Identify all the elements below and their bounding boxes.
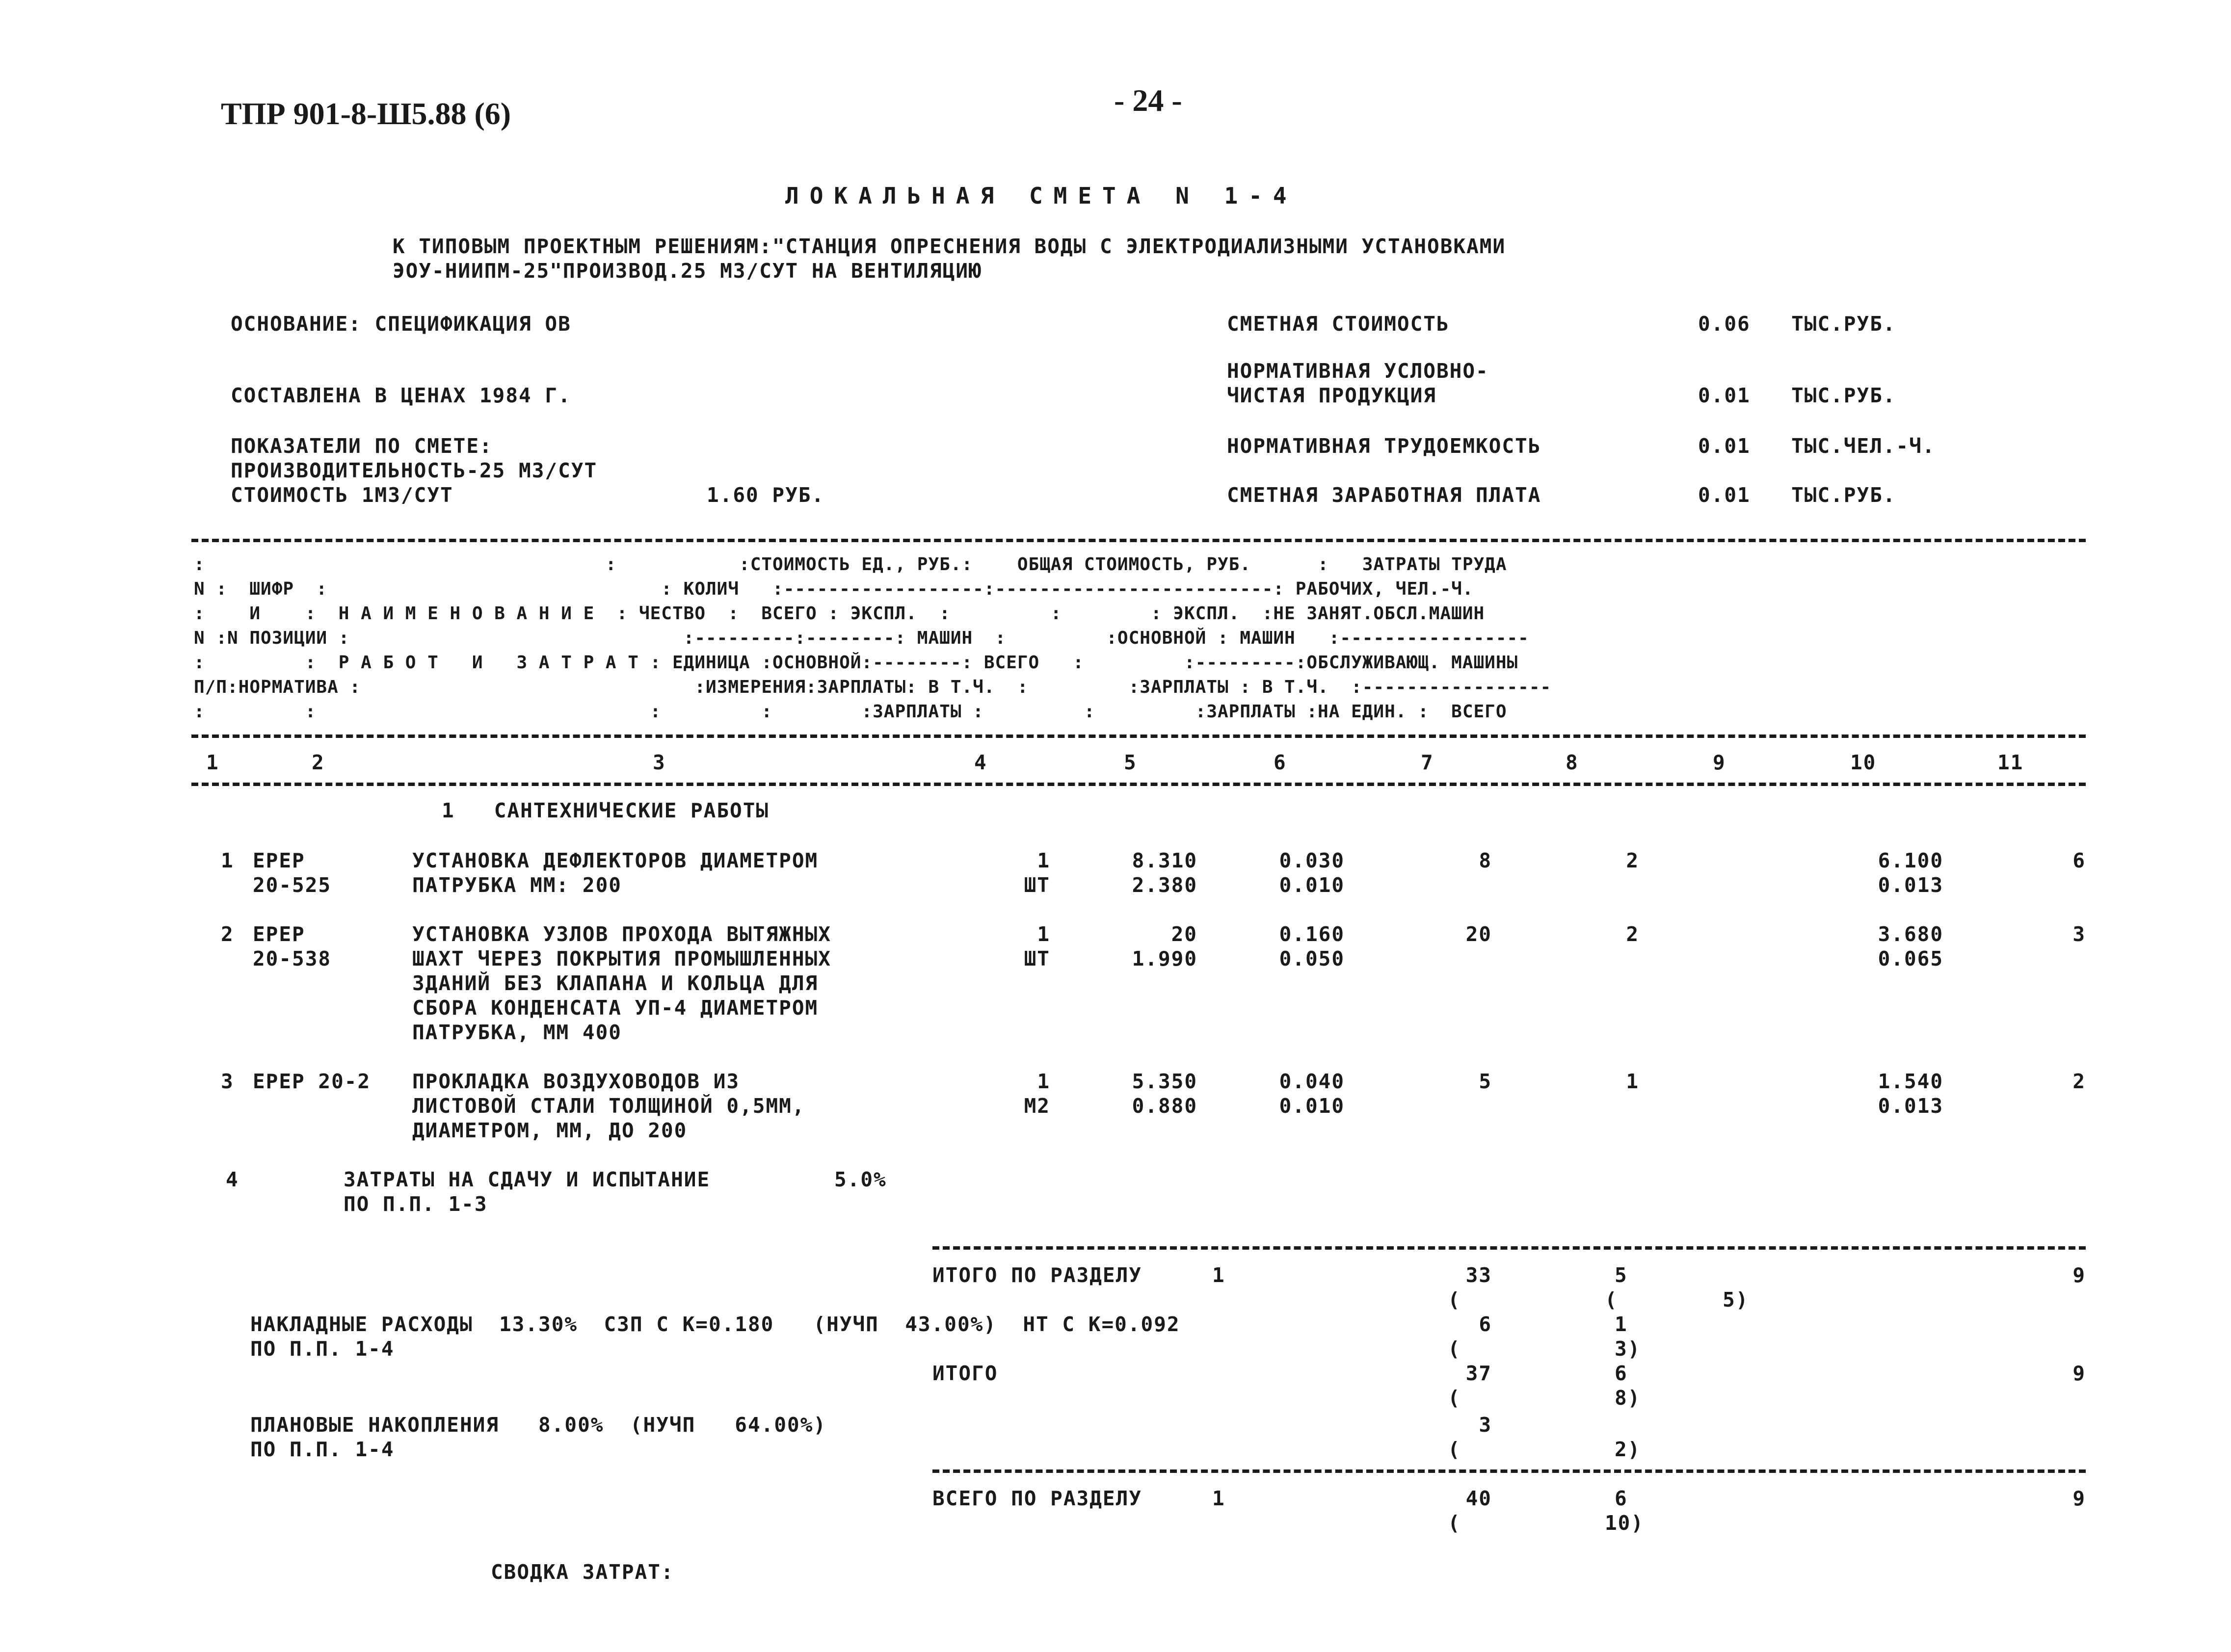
row-labor-per-unit: 6.100 <box>1878 849 1943 872</box>
meta-value: 0.06 <box>1698 312 1751 336</box>
document-code: ТПР 901-8-Ш5.88 (6) <box>221 96 511 131</box>
row-name-line: ЗАТРАТЫ НА СДАЧУ И ИСПЫТАНИЕ <box>344 1168 711 1191</box>
subtotal-c7b: ( <box>1448 1386 1461 1410</box>
overhead-c7: 6 <box>1479 1312 1492 1336</box>
row-labor-per-unit: 1.540 <box>1878 1070 1943 1093</box>
section-total-c8: 5 <box>1615 1263 1628 1287</box>
section-title: 1 САНТЕХНИЧЕСКИЕ РАБОТЫ <box>442 799 770 822</box>
row-name-line: ЛИСТОВОЙ СТАЛИ ТОЛЩИНОЙ 0,5ММ, <box>412 1094 805 1118</box>
col-num: 11 <box>1997 751 2024 774</box>
header-rule <box>191 734 2086 738</box>
row-labor-total: 6 <box>2072 849 2086 872</box>
row-name-line: ПРОКЛАДКА ВОЗДУХОВОДОВ ИЗ <box>412 1070 740 1093</box>
indicators-title: ПОКАЗАТЕЛИ ПО СМЕТЕ: <box>231 434 493 458</box>
page-number: - 24 - <box>1114 83 1182 118</box>
meta-unit: ТЫС.РУБ. <box>1791 312 1896 336</box>
row-number: 4 <box>226 1168 239 1191</box>
row-number: 1 <box>221 849 234 872</box>
row-labor-machine: 0.065 <box>1878 947 1943 970</box>
row-total-unit-cost: 8.310 <box>1132 849 1197 872</box>
planned-sub: ПО П.П. 1-4 <box>250 1438 395 1461</box>
grand-total-label: ВСЕГО ПО РАЗДЕЛУ <box>932 1487 1142 1510</box>
row-name-line: ДИАМЕТРОМ, ММ, ДО 200 <box>412 1119 688 1142</box>
planned-c7: 3 <box>1479 1413 1492 1437</box>
meta-value: 0.01 <box>1698 384 1751 407</box>
row-total-unit-cost: 5.350 <box>1132 1070 1197 1093</box>
row-total: 20 <box>1465 922 1492 946</box>
row-code: ЕРЕР 20-2 <box>253 1070 371 1093</box>
row-machine-cost: 0.030 <box>1279 849 1345 872</box>
subtotal-c7: 37 <box>1465 1362 1492 1385</box>
subtotal-c8b: 8) <box>1615 1386 1641 1410</box>
cost-summary-heading: СВОДКА ЗАТРАТ: <box>491 1560 674 1584</box>
section-total-c7: 33 <box>1465 1263 1492 1287</box>
row-labor-machine: 0.013 <box>1878 1094 1943 1118</box>
grand-total-c8: 6 <box>1615 1487 1628 1510</box>
subtotal-c8: 6 <box>1615 1362 1628 1385</box>
row-total: 5 <box>1479 1070 1492 1093</box>
row-name-line: СБОРА КОНДЕНСАТА УП-4 ДИАМЕТРОМ <box>412 996 819 1020</box>
subtotal-c11: 9 <box>2072 1362 2086 1385</box>
meta-unit: ТЫС.ЧЕЛ.-Ч. <box>1791 434 1936 458</box>
document-title: ЛОКАЛЬНАЯ СМЕТА N 1-4 <box>785 183 1298 209</box>
row-qty: 1 <box>1037 922 1050 946</box>
grand-total-rule <box>932 1469 2086 1473</box>
row-labor-total: 3 <box>2072 922 2086 946</box>
planned-c7b: ( <box>1448 1438 1461 1461</box>
grand-total-c8b: 10) <box>1605 1511 1645 1535</box>
row-labor-machine: 0.013 <box>1878 873 1943 897</box>
table-header-line: N :N ПОЗИЦИИ : :---------:--------: МАШИН : :ОСНОВНОЙ : МАШИН :----------------- <box>194 628 1529 648</box>
col-num: 3 <box>653 751 666 774</box>
row-labor-total: 2 <box>2072 1070 2086 1093</box>
subtotal-label: ИТОГО <box>932 1362 998 1385</box>
section-total-c8b: ( 5) <box>1605 1288 1749 1311</box>
table-header-line: П/П:НОРМАТИВА : :ИЗМЕРЕНИЯ:ЗАРПЛАТЫ: В Т.Ч. : :ЗАРПЛАТЫ : В Т.Ч. :----------------- <box>194 677 1552 697</box>
col-num: 8 <box>1566 751 1579 774</box>
row-name-line: ПАТРУБКА ММ: 200 <box>412 873 622 897</box>
totals-rule <box>932 1246 2086 1250</box>
row-code: ЕРЕР <box>253 849 305 872</box>
row-code-2: 20-525 <box>253 873 332 897</box>
col-num: 9 <box>1713 751 1726 774</box>
grand-total-c11: 9 <box>2072 1487 2086 1510</box>
row-name-line: ШАХТ ЧЕРЕЗ ПОКРЫТИЯ ПРОМЫШЛЕННЫХ <box>412 947 831 970</box>
col-num: 4 <box>974 751 987 774</box>
column-numbers-rule <box>191 783 2086 786</box>
col-num: 6 <box>1274 751 1287 774</box>
row-name-line: УСТАНОВКА ДЕФЛЕКТОРОВ ДИАМЕТРОМ <box>412 849 819 872</box>
meta-label: СМЕТНАЯ СТОИМОСТЬ <box>1227 312 1450 336</box>
table-header-line: N : ШИФР : : КОЛИЧ :------------------:-------------------------: РАБОЧИХ, ЧЕЛ.-Ч. <box>194 579 1474 599</box>
col-num: 2 <box>312 751 325 774</box>
col-num: 5 <box>1124 751 1137 774</box>
table-header-line: : : : : :ЗАРПЛАТЫ : : :ЗАРПЛАТЫ :НА ЕДИН. : ВСЕГО <box>194 702 1507 722</box>
section-number: 1 <box>1212 1263 1225 1287</box>
row-unit: ШТ <box>1024 873 1050 897</box>
col-num: 7 <box>1421 751 1434 774</box>
basis: ОСНОВАНИЕ: СПЕЦИФИКАЦИЯ ОВ <box>231 312 571 336</box>
col-num: 10 <box>1850 751 1877 774</box>
row-wages: 2 <box>1626 922 1639 946</box>
grand-total-section: 1 <box>1212 1487 1225 1510</box>
row-name-line: ЗДАНИЙ БЕЗ КЛАПАНА И КОЛЬЦА ДЛЯ <box>412 971 819 995</box>
meta-label: НОРМАТИВНАЯ УСЛОВНО- <box>1227 359 1489 383</box>
meta-label-2: ЧИСТАЯ ПРОДУКЦИЯ <box>1227 384 1436 407</box>
grand-total-c7b: ( <box>1448 1511 1461 1535</box>
row-machine-cost: 0.160 <box>1279 922 1345 946</box>
row-name-line: ПО П.П. 1-3 <box>344 1192 488 1216</box>
row-percent: 5.0% <box>834 1168 887 1191</box>
overhead-sub: ПО П.П. 1-4 <box>250 1337 395 1361</box>
row-name-line: УСТАНОВКА УЗЛОВ ПРОХОДА ВЫТЯЖНЫХ <box>412 922 831 946</box>
row-name-line: ПАТРУБКА, ММ 400 <box>412 1021 622 1044</box>
unit-cost-label: СТОИМОСТЬ 1М3/СУТ <box>231 483 453 507</box>
subtitle-line-2: ЭОУ-НИИПМ-25"ПРОИЗВОД.25 М3/СУТ НА ВЕНТИЛЯЦИЮ <box>393 259 982 283</box>
row-unit-wages: 2.380 <box>1132 873 1197 897</box>
meta-label: НОРМАТИВНАЯ ТРУДОЕМКОСТЬ <box>1227 434 1541 458</box>
row-unit-wages: 0.880 <box>1132 1094 1197 1118</box>
overhead-c8b: 3) <box>1615 1337 1641 1361</box>
table-header-line: : : :СТОИМОСТЬ ЕД., РУБ.: ОБЩАЯ СТОИМОСТЬ, РУБ. : ЗАТРАТЫ ТРУДА <box>194 554 1507 575</box>
grand-total-c7: 40 <box>1465 1487 1492 1510</box>
overhead-c7b: ( <box>1448 1337 1461 1361</box>
row-machine-wages: 0.010 <box>1279 1094 1345 1118</box>
meta-label: СМЕТНАЯ ЗАРАБОТНАЯ ПЛАТА <box>1227 483 1541 507</box>
subtitle-line-1: К ТИПОВЫМ ПРОЕКТНЫМ РЕШЕНИЯМ:"СТАНЦИЯ ОПРЕСНЕНИЯ ВОДЫ С ЭЛЕКТРОДИАЛИЗНЫМИ УСТАНОВКАМИ <box>393 235 1506 258</box>
row-total-unit-cost: 20 <box>1171 922 1197 946</box>
row-unit: ШТ <box>1024 947 1050 970</box>
overhead-c8: 1 <box>1615 1312 1628 1336</box>
row-machine-wages: 0.050 <box>1279 947 1345 970</box>
row-code-2: 20-538 <box>253 947 332 970</box>
row-code: ЕРЕР <box>253 922 305 946</box>
row-total: 8 <box>1479 849 1492 872</box>
row-unit: М2 <box>1024 1094 1050 1118</box>
row-labor-per-unit: 3.680 <box>1878 922 1943 946</box>
productivity: ПРОИЗВОДИТЕЛЬНОСТЬ-25 М3/СУТ <box>231 459 598 482</box>
row-wages: 2 <box>1626 849 1639 872</box>
row-machine-cost: 0.040 <box>1279 1070 1345 1093</box>
row-qty: 1 <box>1037 1070 1050 1093</box>
section-total-label: ИТОГО ПО РАЗДЕЛУ <box>932 1263 1142 1287</box>
col-num: 1 <box>206 751 219 774</box>
price-base: СОСТАВЛЕНА В ЦЕНАХ 1984 Г. <box>231 384 571 407</box>
row-number: 3 <box>221 1070 234 1093</box>
meta-unit: ТЫС.РУБ. <box>1791 384 1896 407</box>
meta-unit: ТЫС.РУБ. <box>1791 483 1896 507</box>
meta-value: 0.01 <box>1698 434 1751 458</box>
overhead-text: НАКЛАДНЫЕ РАСХОДЫ 13.30% СЗП С К=0.180 (НУЧП 43.00%) НТ С К=0.092 <box>250 1312 1180 1336</box>
table-header-line: : И : Н А И М Е Н О В А Н И Е : ЧЕСТВО : ВСЕГО : ЭКСПЛ. : : : ЭКСПЛ. :НЕ ЗАНЯТ.ОБСЛ.МАШИН <box>194 603 1485 624</box>
planned-text: ПЛАНОВЫЕ НАКОПЛЕНИЯ 8.00% (НУЧП 64.00%) <box>250 1413 827 1437</box>
row-machine-wages: 0.010 <box>1279 873 1345 897</box>
row-wages: 1 <box>1626 1070 1639 1093</box>
table-top-rule <box>191 539 2086 542</box>
row-unit-wages: 1.990 <box>1132 947 1197 970</box>
meta-value: 0.01 <box>1698 483 1751 507</box>
planned-c8b: 2) <box>1615 1438 1641 1461</box>
row-qty: 1 <box>1037 849 1050 872</box>
unit-cost-value: 1.60 РУБ. <box>707 483 825 507</box>
row-number: 2 <box>221 922 234 946</box>
section-total-c11: 9 <box>2072 1263 2086 1287</box>
section-total-c7b: ( <box>1448 1288 1461 1311</box>
table-header-line: : : Р А Б О Т И З А Т Р А Т : ЕДИНИЦА :ОСНОВНОЙ:--------: ВСЕГО : :---------:ОБСЛУЖИВАЮЩ. МАШИНЫ <box>194 653 1518 673</box>
